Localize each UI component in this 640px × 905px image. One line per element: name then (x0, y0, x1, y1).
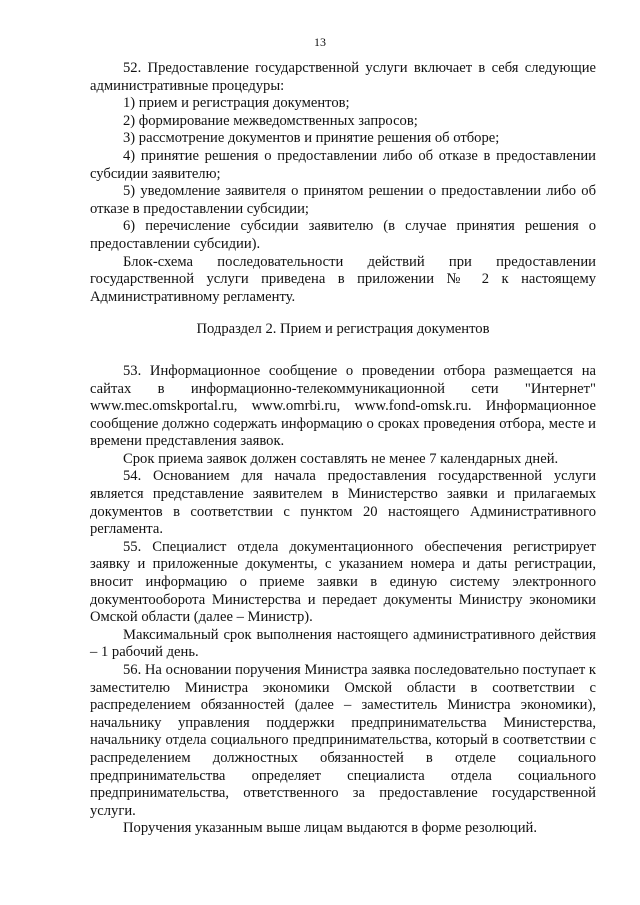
procedure-item-1: 1) прием и регистрация документов; (123, 95, 350, 112)
procedure-item-6: 6) перечисление субсидии заявителю (в случае принятия решения о предоставлении субсидии). (90, 218, 596, 252)
procedure-item-3: 3) рассмотрение документов и принятие решения об отборе; (123, 130, 500, 147)
document-body (90, 60, 596, 838)
procedure-item-4: 4) принятие решения о предоставлении либо об отказе в предоставлении субсидии заявителю; (90, 147, 596, 182)
page-number: 13 (314, 35, 326, 49)
paragraph-resolutions: Поручения указанным выше лицам выдаются в форме резолюций. (123, 820, 537, 837)
subsection-heading: Подраздел 2. Прием и регистрация документов (196, 321, 490, 338)
flowchart-reference-paragraph: Блок-схема последовательности действий при предоставлении государственной услуги приведена в приложении № 2 к настоящему Административному регламенту. (90, 253, 596, 305)
paragraph-56: 56. На основании поручения Министра заявка последовательно поступает к заместителю Министра экономики Омской области в соответствии с распределением обязанностей (далее – заместитель Министра экономики), начальнику управления поддержки предпринимательства Министерства, начальнику отдела социального предпринимательства, который в соответствии с распределением должностных обязанностей в отделе социального предпринимательства определяет специалиста отдела социального предпринимательства, ответственного за предоставление государственной услуги. (90, 662, 596, 819)
paragraph-55: 55. Специалист отдела документационного обеспечения регистрирует заявку и приложенные документы, с указанием номера и даты регистрации, вносит информацию о приеме заявки в единую систему электронного документооборота Министерства и передает документы Министру экономики Омской области (далее – Министр). (90, 538, 596, 626)
paragraph-52-intro: 52. Предоставление государственной услуги включает в себя следующие административные процедуры: (90, 60, 596, 94)
paragraph-max-term: Максимальный срок выполнения настоящего административного действия – 1 рабочий день. (90, 626, 596, 661)
paragraph-53: 53. Информационное сообщение о проведении отбора размещается на сайтах в информационно-телекоммуникационной сети "Интернет" www.mec.omskportal.ru, www.omrbi.ru, www.fond-omsk.ru. Информационное сообщение должно содержать информацию о сроках проведения отбора, месте и времени представления заявок. (90, 362, 596, 450)
spacer (90, 354, 596, 363)
paragraph-application-term: Срок приема заявок должен составлять не менее 7 календарных дней. (123, 450, 559, 467)
paragraph-54: 54. Основанием для начала предоставления государственной услуги является представление заявителем в Министерство заявки и прилагаемых документов в соответствии с пунктом 20 настоящего Административного регламента. (90, 468, 596, 538)
procedure-item-5: 5) уведомление заявителя о принятом решении о предоставлении либо об отказе в предоставлении субсидии; (90, 183, 596, 217)
procedure-item-2: 2) формирование межведомственных запросов; (123, 112, 418, 129)
